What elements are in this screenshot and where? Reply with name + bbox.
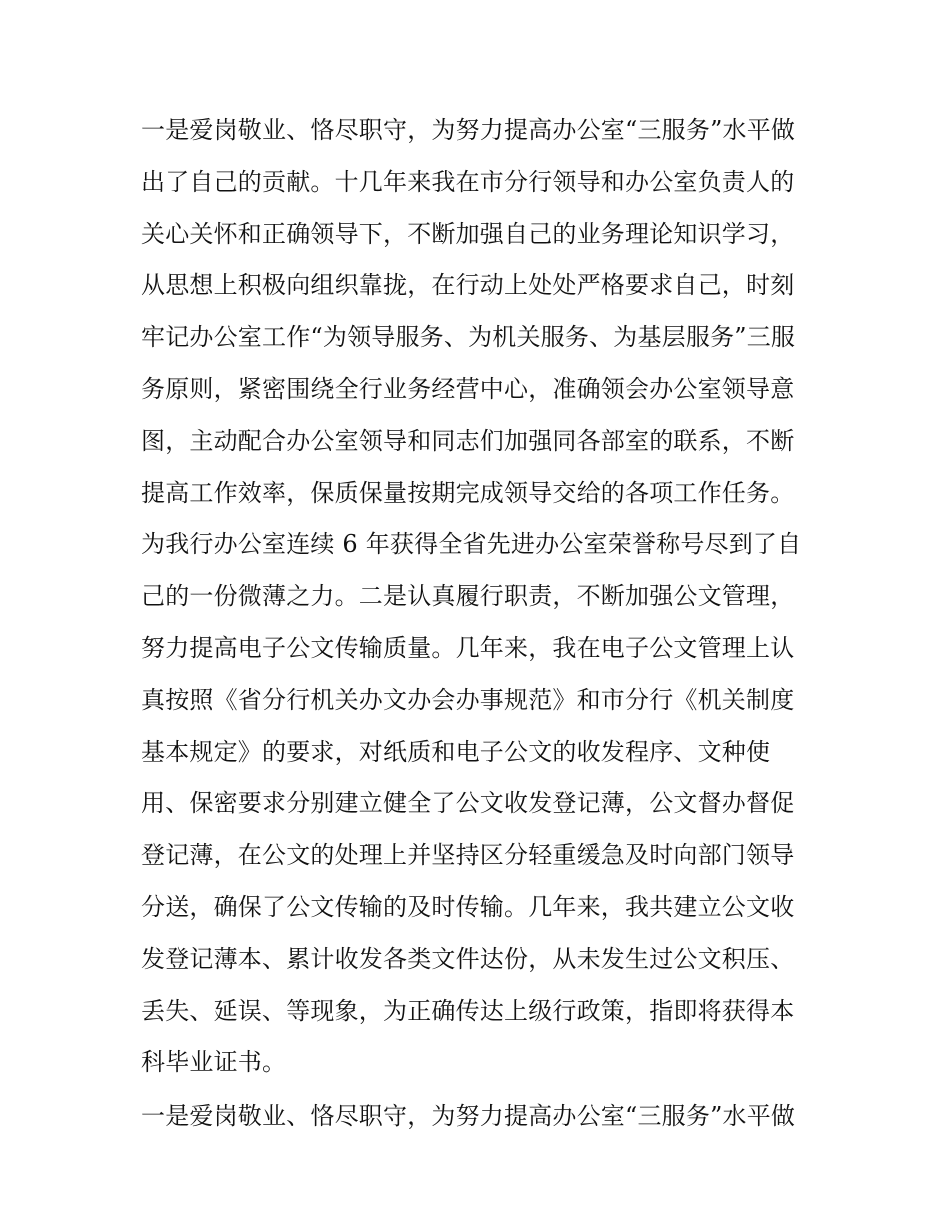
text-line: 登记薄，在公文的处理上并坚持区分轻重缓急及时向部门领导 [141,841,795,870]
paragraph-2 [141,1091,811,1143]
text-line: 关心关怀和正确领导下，不断加强自己的业务理论知识学习， [141,219,795,248]
text-line: 出了自己的贡献。十几年来我在市分行领导和办公室负责人的 [141,167,795,196]
text-line: 从思想上积极向组织靠拢，在行动上处处严格要求自己，时刻 [141,271,795,300]
text-line: 基本规定》的要求，对纸质和电子公文的收发程序、文种使 [141,737,771,766]
text-line: 为我行办公室连续 6 年获得全省先进办公室荣誉称号尽到了自 [141,530,802,559]
paragraph-1 [141,105,811,1089]
text-line: 图，主动配合办公室领导和同志们加强同各部室的联系，不断 [141,426,795,455]
text-line: 发登记薄本、累计收发各类文件达份，从未发生过公文积压、 [141,944,795,973]
text-line: 真按照《省分行机关办文办会办事规范》和市分行《机关制度 [141,685,795,714]
text-line: 努力提高电子公文传输质量。几年来，我在电子公文管理上认 [141,633,795,662]
text-line: 用、保密要求分别建立健全了公文收发登记薄，公文督办督促 [141,789,795,818]
text-line: 己的一份微薄之力。二是认真履行职责，不断加强公文管理， [141,582,795,611]
text-line: 一是爱岗敬业、恪尽职守，为努力提高办公室“三服务”水平做 [141,1102,796,1131]
text-line: 科毕业证书。 [141,1048,287,1077]
text-line: 丢失、延误、等现象，为正确传达上级行政策，指即将获得本 [141,996,795,1025]
text-line: 务原则，紧密围绕全行业务经营中心，准确领会办公室领导意 [141,374,795,403]
document-body [141,105,811,1143]
text-line: 一是爱岗敬业、恪尽职守，为努力提高办公室“三服务”水平做 [141,116,796,144]
text-line: 牢记办公室工作“为领导服务、为机关服务、为基层服务”三服 [141,323,796,352]
text-line: 提高工作效率，保质保量按期完成领导交给的各项工作任务。 [141,478,795,507]
text-line: 分送，确保了公文传输的及时传输。几年来，我共建立公文收 [141,892,795,921]
